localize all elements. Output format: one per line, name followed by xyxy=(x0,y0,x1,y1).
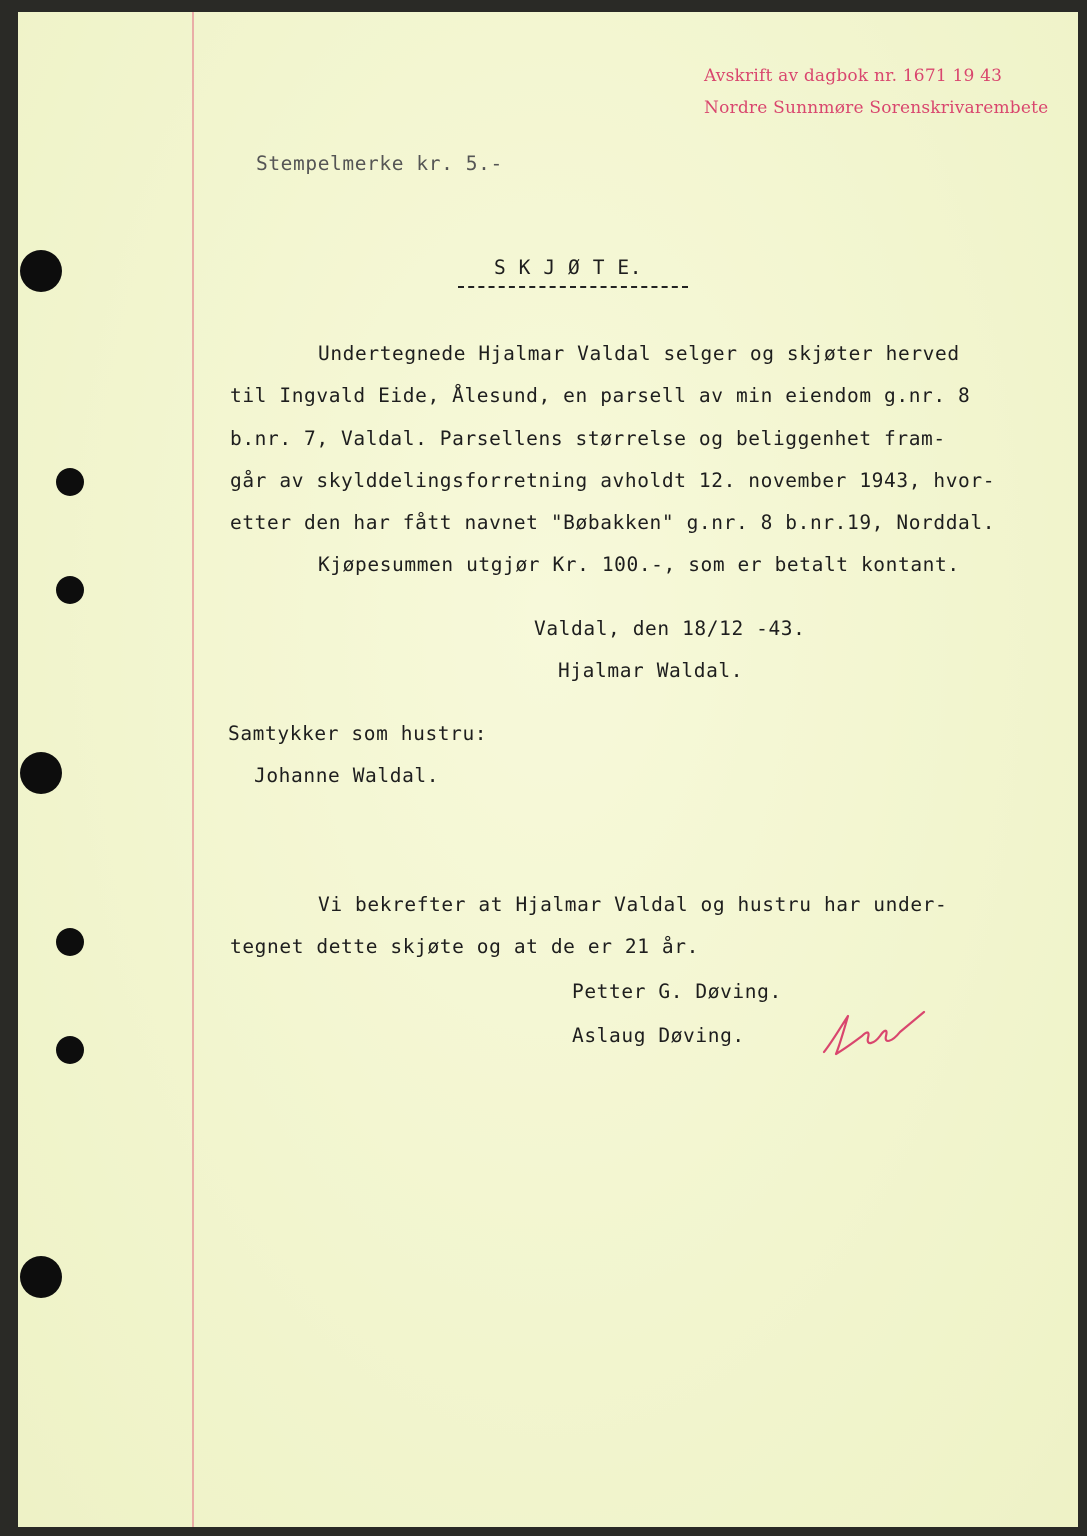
registry-stamp-line-2: Nordre Sunnmøre Sorenskrivarembete xyxy=(704,98,1049,118)
stamp-duty-note: Stempelmerke kr. 5.- xyxy=(256,152,503,175)
body-line: går av skylddelingsforretning avholdt 12. november 1943, hvor- xyxy=(230,469,996,492)
punch-hole xyxy=(20,250,62,292)
title-underline xyxy=(458,286,688,288)
place-date: Valdal, den 18/12 -43. xyxy=(534,617,806,640)
punch-hole xyxy=(56,468,84,496)
body-line: Kjøpesummen utgjør Kr. 100.-, som er betalt kontant. xyxy=(318,553,960,576)
body-line: Undertegnede Hjalmar Valdal selger og skjøter herved xyxy=(318,342,960,365)
registry-stamp-line-1: Avskrift av dagbok nr. 1671 19 43 xyxy=(704,66,1003,86)
consent-label: Samtykker som hustru: xyxy=(228,722,488,745)
punch-hole xyxy=(56,928,84,956)
punch-hole xyxy=(56,576,84,604)
punch-hole xyxy=(56,1036,84,1064)
body-line: etter den har fått navnet "Bøbakken" g.nr. 8 b.nr.19, Norddal. xyxy=(230,511,996,534)
punch-hole xyxy=(20,752,62,794)
margin-line xyxy=(192,12,194,1527)
document-page xyxy=(18,12,1078,1527)
witness-statement-line: Vi bekrefter at Hjalmar Valdal og hustru har under- xyxy=(318,893,948,916)
document-title: S K J Ø T E. xyxy=(494,256,643,279)
body-line: til Ingvald Eide, Ålesund, en parsell av min eiendom g.nr. 8 xyxy=(230,384,971,407)
spouse-signature: Johanne Waldal. xyxy=(254,764,440,787)
handwritten-initials-mark xyxy=(818,1002,938,1062)
body-line: b.nr. 7, Valdal. Parsellens størrelse og beliggenhet fram- xyxy=(230,427,946,450)
witness-2-signature: Aslaug Døving. xyxy=(572,1024,745,1047)
seller-signature: Hjalmar Waldal. xyxy=(558,659,744,682)
witness-1-signature: Petter G. Døving. xyxy=(572,980,782,1003)
punch-hole xyxy=(20,1256,62,1298)
witness-statement-line: tegnet dette skjøte og at de er 21 år. xyxy=(230,935,699,958)
